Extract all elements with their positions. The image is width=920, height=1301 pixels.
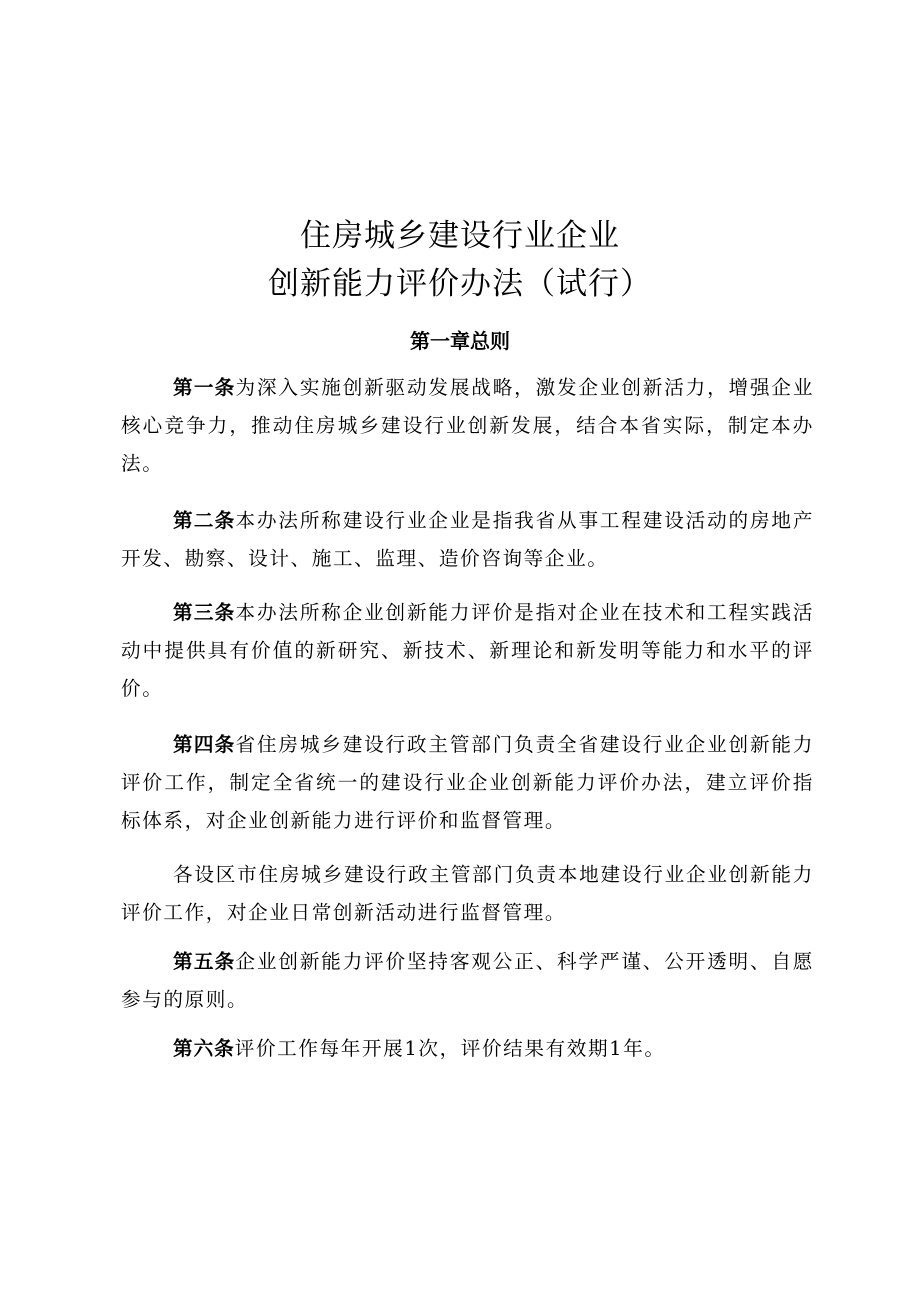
document-title-line-1: 住房城乡建设行业企业 (300, 218, 620, 254)
article-5 (121, 943, 814, 1019)
article-text: 省住房城乡建设行政主管部门负责全省建设行业企业创新能力评价工作，制定全省统一的建设行业企业创新能力评价办法，建立评价指标体系，对企业创新能力进行评价和监督管理。 (121, 733, 815, 832)
article-2 (121, 502, 814, 578)
article-3 (121, 594, 814, 708)
article-6 (121, 1030, 814, 1068)
article-label: 第三条 (173, 601, 236, 624)
article-1 (121, 369, 814, 483)
article-text: 为深入实施创新驱动发展战略，激发企业创新活力，增强企业核心竞争力，推动住房城乡建设行业创新发展，结合本省实际，制定本办法。 (121, 376, 815, 475)
article-label: 第二条 (173, 509, 236, 532)
article-text: 各设区市住房城乡建设行政主管部门负责本地建设行业企业创新能力评价工作，对企业日常创新活动进行监督管理。 (121, 863, 814, 924)
article-label: 第一条 (173, 376, 236, 399)
article-label: 第四条 (173, 733, 236, 756)
article-4-paragraph-2 (121, 856, 814, 932)
article-text: 企业创新能力评价坚持客观公正、科学严谨、公开透明、自愿参与的原则。 (121, 950, 815, 1011)
chapter-heading: 第一章总则 (410, 329, 510, 353)
article-text: 评价工作每年开展1次，评价结果有效期1年。 (234, 1037, 666, 1060)
article-text: 本办法所称企业创新能力评价是指对企业在技术和工程实践活动中提供具有价值的新研究、新技术、新理论和新发明等能力和水平的评价。 (121, 601, 815, 700)
article-text: 本办法所称建设行业企业是指我省从事工程建设活动的房地产开发、勘察、设计、施工、监理、造价咨询等企业。 (121, 509, 815, 570)
article-label: 第六条 (173, 1037, 235, 1060)
article-4 (121, 726, 814, 840)
article-label: 第五条 (173, 950, 236, 973)
document-title-line-2: 创新能力评价办法（试行） (268, 266, 652, 302)
